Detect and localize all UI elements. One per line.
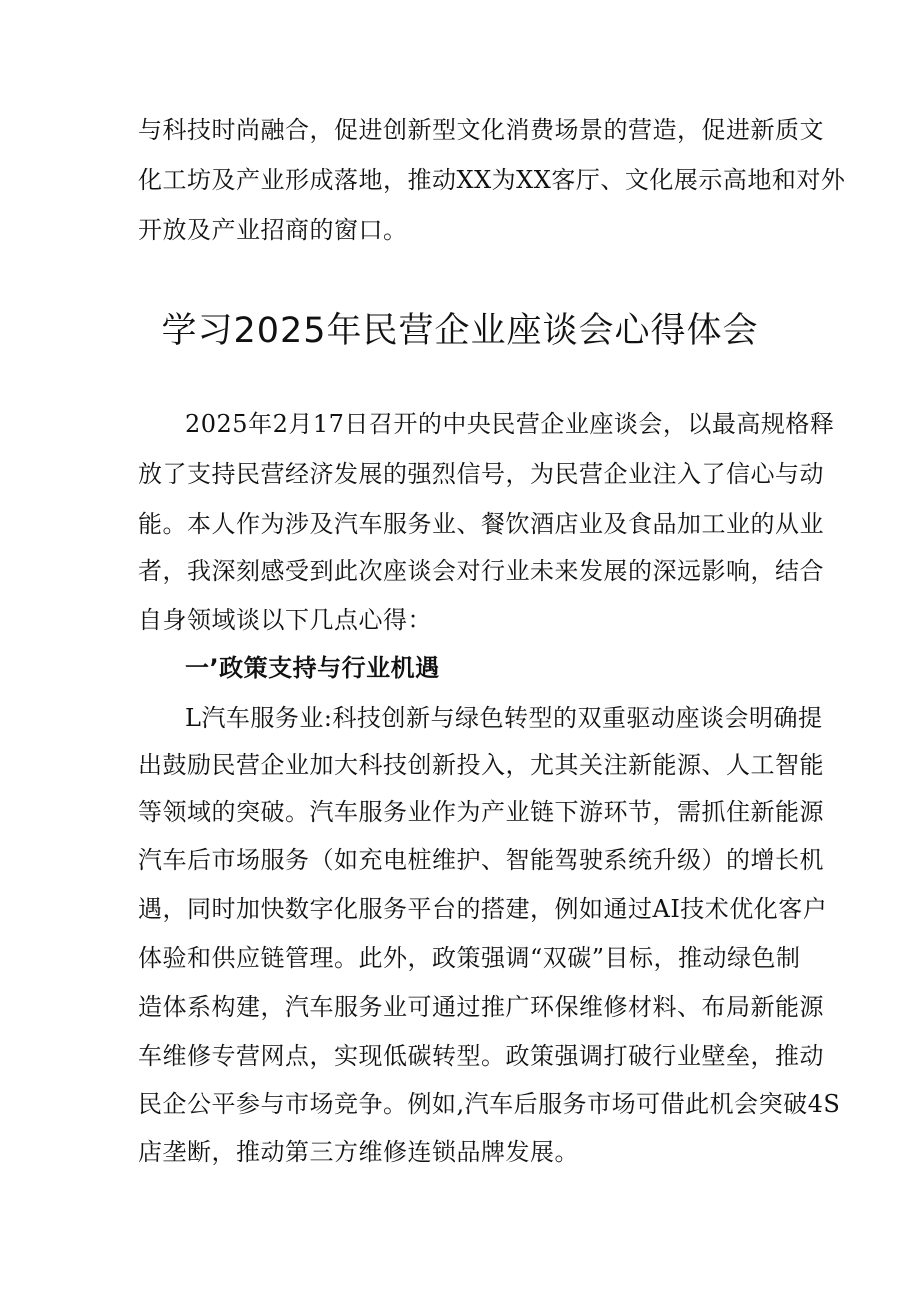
paragraph-2-line-8: 车维修专营网点，实现低碳转型。政策强调打破行业壁垒，推动 [138,1042,824,1070]
paragraph-2-line-4: 汽车后市场服务（如充电桩维护、智能驾驶系统升级）的增长机 [138,846,824,874]
paragraph-2-line-6: 体验和供应链管理。此外，政策强调“双碳”目标，推动绿色制 [138,944,801,972]
paragraph-1-line-4: 者，我深刻感受到此次座谈会对行业未来发展的深远影响，结合 [138,557,824,585]
paragraph-2-line-2: 出鼓励民营企业加大科技创新投入，尤其关注新能源、人工智能 [138,751,824,779]
paragraph-2-line-9: 民企公平参与市场竞争。例如,汽车后服务市场可借此机会突破4S [138,1090,841,1118]
paragraph-2-line-5: 遇，同时加快数字化服务平台的搭建，例如通过AI技术优化客户 [138,895,828,923]
paragraph-1-line-2: 放了支持民营经济发展的强烈信号，为民营企业注入了信心与动 [138,460,824,488]
paragraph-2-line-1: L汽车服务业:科技创新与绿色转型的双重驱动座谈会明确提 [185,704,823,732]
intro-line-3: 开放及产业招商的窗口。 [138,216,408,244]
paragraph-2-line-7: 造体系构建，汽车服务业可通过推广环保维修材料、布局新能源 [138,993,824,1021]
intro-line-2: 化工坊及产业形成落地，推动XX为XX客厅、文化展示高地和对外 [138,166,846,194]
paragraph-1-line-3: 能。本人作为涉及汽车服务业、餐饮酒店业及食品加工业的从业 [138,510,824,538]
paragraph-1-line-5: 自身领域谈以下几点心得： [138,606,432,634]
intro-line-1: 与科技时尚融合，促进创新型文化消费场景的营造，促进新质文 [138,116,824,144]
paragraph-2-line-10: 店垄断，推动第三方维修连锁品牌发展。 [138,1138,579,1166]
paragraph-2-line-3: 等领域的突破。汽车服务业作为产业链下游环节，需抓住新能源 [138,798,824,826]
paragraph-1-line-1: 2025年2月17日召开的中央民营企业座谈会，以最高规格释 [185,410,835,438]
document-title: 学习2025年民营企业座谈会心得体会 [161,311,759,351]
section-heading: 一’政策支持与行业机遇 [185,654,440,682]
